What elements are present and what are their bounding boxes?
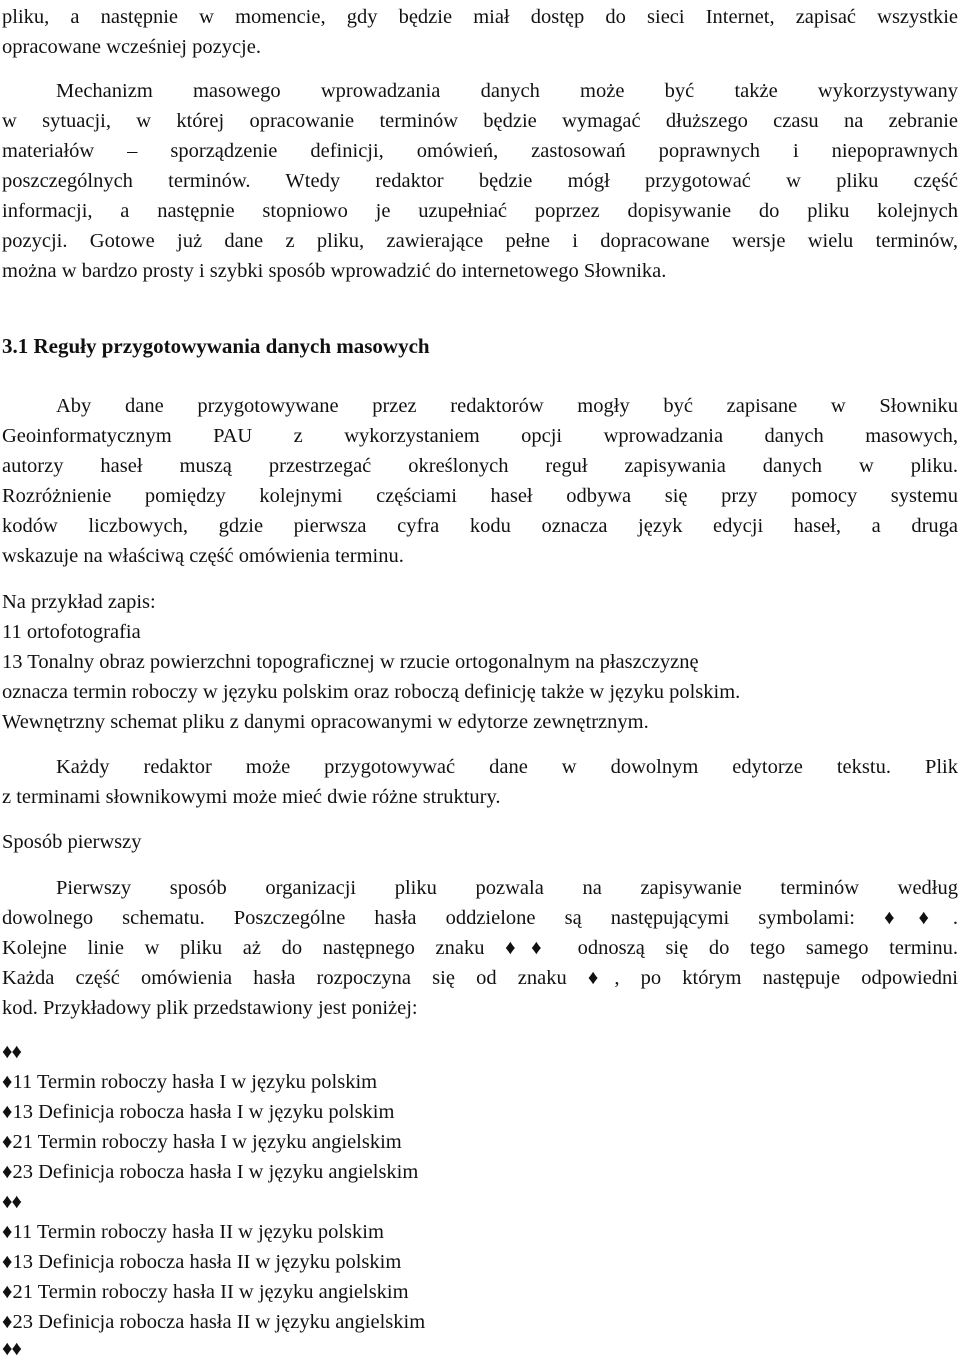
text-line: pozycji. Gotowe już dane z pliku, zawierające pełne i dopracowane wersje wielu terminów, [2,230,958,252]
text-line: Mechanizm masowego wprowadzania danych może być także wykorzystywany [56,80,958,102]
text-line: opracowane wcześniej pozycje. [2,36,261,58]
text-line: materiałów – sporządzenie definicji, omówień, zastosowań poprawnych i niepoprawnych [2,140,958,162]
text-line: poszczególnych terminów. Wtedy redaktor będzie mógł przygotować w pliku część [2,170,958,192]
text-line: można w bardzo prosty i szybki sposób wprowadzić do internetowego Słownika. [2,260,667,282]
text-line: Geoinformatycznym PAU z wykorzystaniem opcji wprowadzania danych masowych, [2,425,958,447]
text-line: oznacza termin roboczy w języku polskim oraz roboczą definicję także w języku polskim. [2,681,741,703]
sample-file-line: ♦23 Definicja robocza hasła I w języku angielskim [2,1161,419,1183]
text-line: Każda część omówienia hasła rozpoczyna się od znaku ♦, po którym następuje odpowiedni [2,967,958,989]
text-line: Każdy redaktor może przygotowywać dane w dowolnym edytorze tekstu. Plik [56,756,958,778]
text-line: z terminami słownikowymi może mieć dwie różne struktury. [2,786,501,808]
text-line: Wewnętrzny schemat pliku z danymi opracowanymi w edytorze zewnętrznym. [2,711,649,733]
sample-file-line: ♦11 Termin roboczy hasła I w języku polskim [2,1071,378,1093]
sample-file-line: ♦13 Definicja robocza hasła I w języku polskim [2,1101,395,1123]
text-line: pliku, a następnie w momencie, gdy będzie miał dostęp do sieci Internet, zapisać wszystkie [2,6,958,28]
sample-file-line: ♦13 Definicja robocza hasła II w języku polskim [2,1251,402,1273]
entry-separator: ♦♦ [2,1191,21,1213]
sample-file-line: ♦23 Definicja robocza hasła II w języku angielskim [2,1311,426,1333]
entry-separator: ♦♦ [2,1338,21,1360]
sample-file-line: ♦21 Termin roboczy hasła II w języku angielskim [2,1281,409,1303]
text-line: Aby dane przygotowywane przez redaktorów mogły być zapisane w Słowniku [56,395,958,417]
text-line: w sytuacji, w której opracowanie terminów będzie wymagać dłuższego czasu na zebranie [2,110,958,132]
entry-separator: ♦♦ [2,1041,21,1063]
subheading: Sposób pierwszy [2,831,142,853]
text-line: wskazuje na właściwą część omówienia terminu. [2,545,404,567]
example-code-line: 13 Tonalny obraz powierzchni topograficznej w rzucie ortogonalnym na płaszczyznę [2,651,699,673]
example-code-line: 11 ortofotografia [2,621,141,643]
text-line: Na przykład zapis: [2,591,156,613]
section-heading: 3.1 Reguły przygotowywania danych masowych [2,334,430,358]
text-line: Pierwszy sposób organizacji pliku pozwala na zapisywanie terminów według [56,877,958,899]
text-line: autorzy haseł muszą przestrzegać określonych reguł zapisywania danych w pliku. [2,455,958,477]
text-line: Rozróżnienie pomiędzy kolejnymi częściami haseł odbywa się przy pomocy systemu [2,485,958,507]
text-line: Kolejne linie w pliku aż do następnego znaku ♦♦ odnoszą się do tego samego terminu. [2,937,958,959]
text-line: kodów liczbowych, gdzie pierwsza cyfra kodu oznacza język edycji haseł, a druga [2,515,958,537]
text-line: informacji, a następnie stopniowo je uzupełniać poprzez dopisywanie do pliku kolejnych [2,200,958,222]
sample-file-line: ♦21 Termin roboczy hasła I w języku angielskim [2,1131,402,1153]
sample-file-line: ♦11 Termin roboczy hasła II w języku polskim [2,1221,384,1243]
text-line: dowolnego schematu. Poszczególne hasła oddzielone są następującymi symbolami: ♦♦. [2,907,958,929]
text-line: kod. Przykładowy plik przedstawiony jest poniżej: [2,997,418,1019]
